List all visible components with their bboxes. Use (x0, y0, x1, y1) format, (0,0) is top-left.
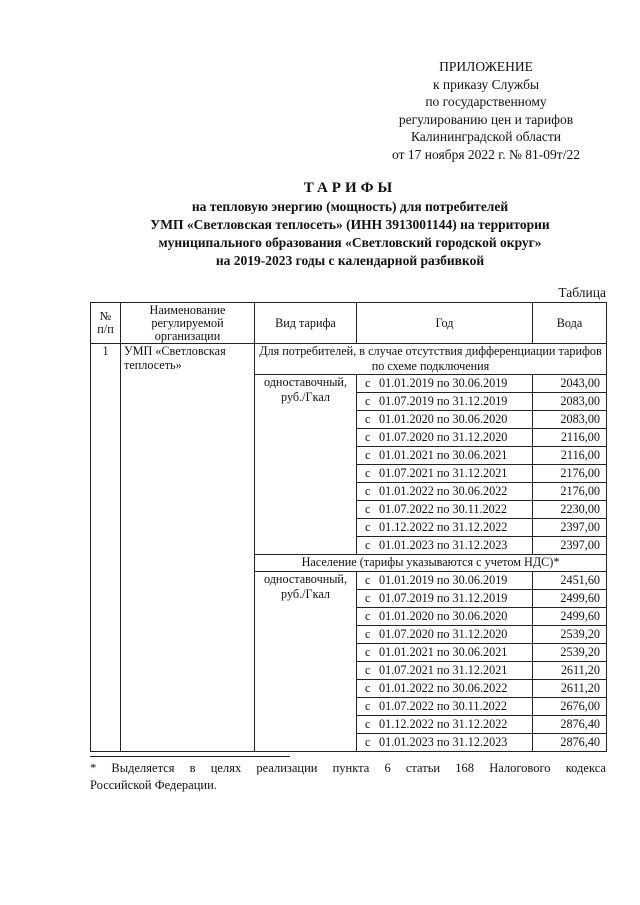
section-heading: Для потребителей, в случае отсутствия дифференциации тарифов по схеме подключения (255, 344, 607, 375)
footnote-word: пункта (332, 761, 370, 775)
subtitle-line: на тепловую энергию (мощность) для потребителей (191, 199, 509, 214)
tariff-value: 2676,00 (533, 698, 607, 716)
subtitle-line: УМП «Светловская теплосеть» (ИНН 3913001144) на территории (150, 217, 550, 232)
tariff-value: 2611,20 (533, 662, 607, 680)
header-water: Вода (533, 303, 607, 344)
period-cell (357, 698, 533, 716)
period-prefix: с (365, 430, 371, 444)
period-cell (357, 429, 533, 447)
period-cell (357, 501, 533, 519)
period-cell (357, 465, 533, 483)
period-text: 01.01.2019 по 30.06.2019 (379, 573, 508, 587)
appendix-block (366, 58, 606, 163)
tariff-table (90, 302, 607, 752)
tariff-value: 2230,00 (533, 501, 607, 519)
row-number: 1 (91, 344, 121, 752)
tariff-value: 2116,00 (533, 447, 607, 465)
period-prefix: с (365, 466, 371, 480)
footnote-word: * (90, 761, 97, 775)
footnote-word: целях (210, 761, 242, 775)
period-cell (357, 644, 533, 662)
footnote-word: 168 (455, 761, 475, 775)
appendix-line: по государственному (425, 94, 547, 109)
tariff-value: 2611,20 (533, 680, 607, 698)
period-prefix: с (365, 609, 371, 623)
header-year: Год (357, 303, 533, 344)
period-prefix: с (365, 663, 371, 677)
footnote-word: Выделяется (111, 761, 175, 775)
period-prefix: с (365, 699, 371, 713)
section-heading: Население (тарифы указываются с учетом НДС)* (255, 555, 607, 572)
tariff-value: 2876,40 (533, 716, 607, 734)
period-prefix: с (365, 394, 371, 408)
tariff-value: 2116,00 (533, 429, 607, 447)
period-cell (357, 572, 533, 590)
footnote-word: Налогового (489, 761, 551, 775)
period-prefix: с (365, 717, 371, 731)
period-text: 01.01.2021 по 30.06.2021 (379, 448, 508, 462)
period-text: 01.01.2021 по 30.06.2021 (379, 645, 508, 659)
period-cell (357, 734, 533, 752)
period-text: 01.12.2022 по 31.12.2022 (379, 520, 508, 534)
tariff-kind: одноставочный, руб./Гкал (255, 572, 357, 752)
period-prefix: с (365, 538, 371, 552)
header-kind: Вид тарифа (255, 303, 357, 344)
period-text: 01.01.2022 по 30.06.2022 (379, 681, 508, 695)
period-text: 01.07.2020 по 31.12.2020 (379, 627, 508, 641)
document-subtitle (80, 198, 620, 270)
period-prefix: с (365, 573, 371, 587)
period-text: 01.07.2022 по 30.11.2022 (379, 699, 507, 713)
footnote-word: реализации (256, 761, 318, 775)
footnote-line-2: Российской Федерации. (90, 778, 217, 792)
period-text: 01.12.2022 по 31.12.2022 (379, 717, 508, 731)
period-prefix: с (365, 681, 371, 695)
appendix-line: регулированию цен и тарифов (398, 111, 574, 127)
period-text: 01.01.2020 по 30.06.2020 (379, 412, 508, 426)
period-prefix: с (365, 591, 371, 605)
period-text: 01.07.2021 по 31.12.2021 (379, 663, 508, 677)
tariff-value: 2499,60 (533, 590, 607, 608)
footnote-word: кодекса (565, 761, 606, 775)
period-text: 01.07.2021 по 31.12.2021 (379, 466, 508, 480)
period-cell (357, 662, 533, 680)
period-cell (357, 680, 533, 698)
table-label: Таблица (558, 285, 606, 300)
period-text: 01.01.2020 по 30.06.2020 (379, 609, 508, 623)
tariff-value: 2539,20 (533, 644, 607, 662)
footnote (90, 760, 606, 794)
tariff-value: 2083,00 (533, 393, 607, 411)
footnote-word: в (189, 761, 196, 775)
period-cell (357, 375, 533, 393)
document-title: ТАРИФЫ (303, 180, 397, 196)
period-text: 01.01.2023 по 31.12.2023 (379, 538, 508, 552)
header-org: Наименование регулируемой организации (121, 303, 255, 344)
period-prefix: с (365, 502, 371, 516)
period-cell (357, 519, 533, 537)
tariff-value: 2176,00 (533, 465, 607, 483)
appendix-line: к приказу Службы (432, 76, 540, 92)
period-cell (357, 626, 533, 644)
period-text: 01.07.2019 по 31.12.2019 (379, 591, 508, 605)
footnote-divider (90, 756, 290, 757)
period-prefix: с (365, 520, 371, 534)
period-cell (357, 411, 533, 429)
appendix-line: ПРИЛОЖЕНИЕ (439, 59, 533, 74)
appendix-line: от 17 ноября 2022 г. № 81-09т/22 (392, 146, 580, 162)
tariff-value: 2876,40 (533, 734, 607, 752)
subtitle-line: на 2019-2023 годы с календарной разбивкой (215, 253, 485, 268)
section-heading-row (91, 344, 607, 375)
period-prefix: с (365, 735, 371, 749)
footnote-word: статьи (405, 761, 441, 775)
period-prefix: с (365, 448, 371, 462)
period-text: 01.01.2022 по 30.06.2022 (379, 484, 508, 498)
period-text: 01.01.2019 по 30.06.2019 (379, 376, 508, 390)
period-text: 01.07.2022 по 30.11.2022 (379, 502, 507, 516)
appendix-line: Калининградской области (410, 129, 562, 144)
period-cell (357, 447, 533, 465)
period-cell (357, 537, 533, 555)
period-cell (357, 590, 533, 608)
period-prefix: с (365, 412, 371, 426)
subtitle-line: муниципального образования «Светловский городской округ» (158, 235, 542, 250)
header-num: № п/п (91, 303, 121, 344)
tariff-value: 2397,00 (533, 537, 607, 555)
period-cell (357, 716, 533, 734)
org-name: УМП «Светловская теплосеть» (121, 344, 255, 752)
period-cell (357, 608, 533, 626)
period-prefix: с (365, 645, 371, 659)
tariff-value: 2176,00 (533, 483, 607, 501)
period-prefix: с (365, 627, 371, 641)
period-prefix: с (365, 484, 371, 498)
period-text: 01.07.2019 по 31.12.2019 (379, 394, 508, 408)
period-text: 01.07.2020 по 31.12.2020 (379, 430, 508, 444)
period-cell (357, 483, 533, 501)
table-body (91, 344, 607, 752)
tariff-value: 2397,00 (533, 519, 607, 537)
tariff-value: 2451,60 (533, 572, 607, 590)
footnote-line-1 (90, 760, 606, 777)
period-prefix: с (365, 376, 371, 390)
period-text: 01.01.2023 по 31.12.2023 (379, 735, 508, 749)
tariff-value: 2539,20 (533, 626, 607, 644)
tariff-value: 2043,00 (533, 375, 607, 393)
footnote-word: 6 (384, 761, 391, 775)
table-header-row (91, 303, 607, 344)
tariff-value: 2083,00 (533, 411, 607, 429)
tariff-value: 2499,60 (533, 608, 607, 626)
tariff-kind: одноставочный, руб./Гкал (255, 375, 357, 555)
period-cell (357, 393, 533, 411)
